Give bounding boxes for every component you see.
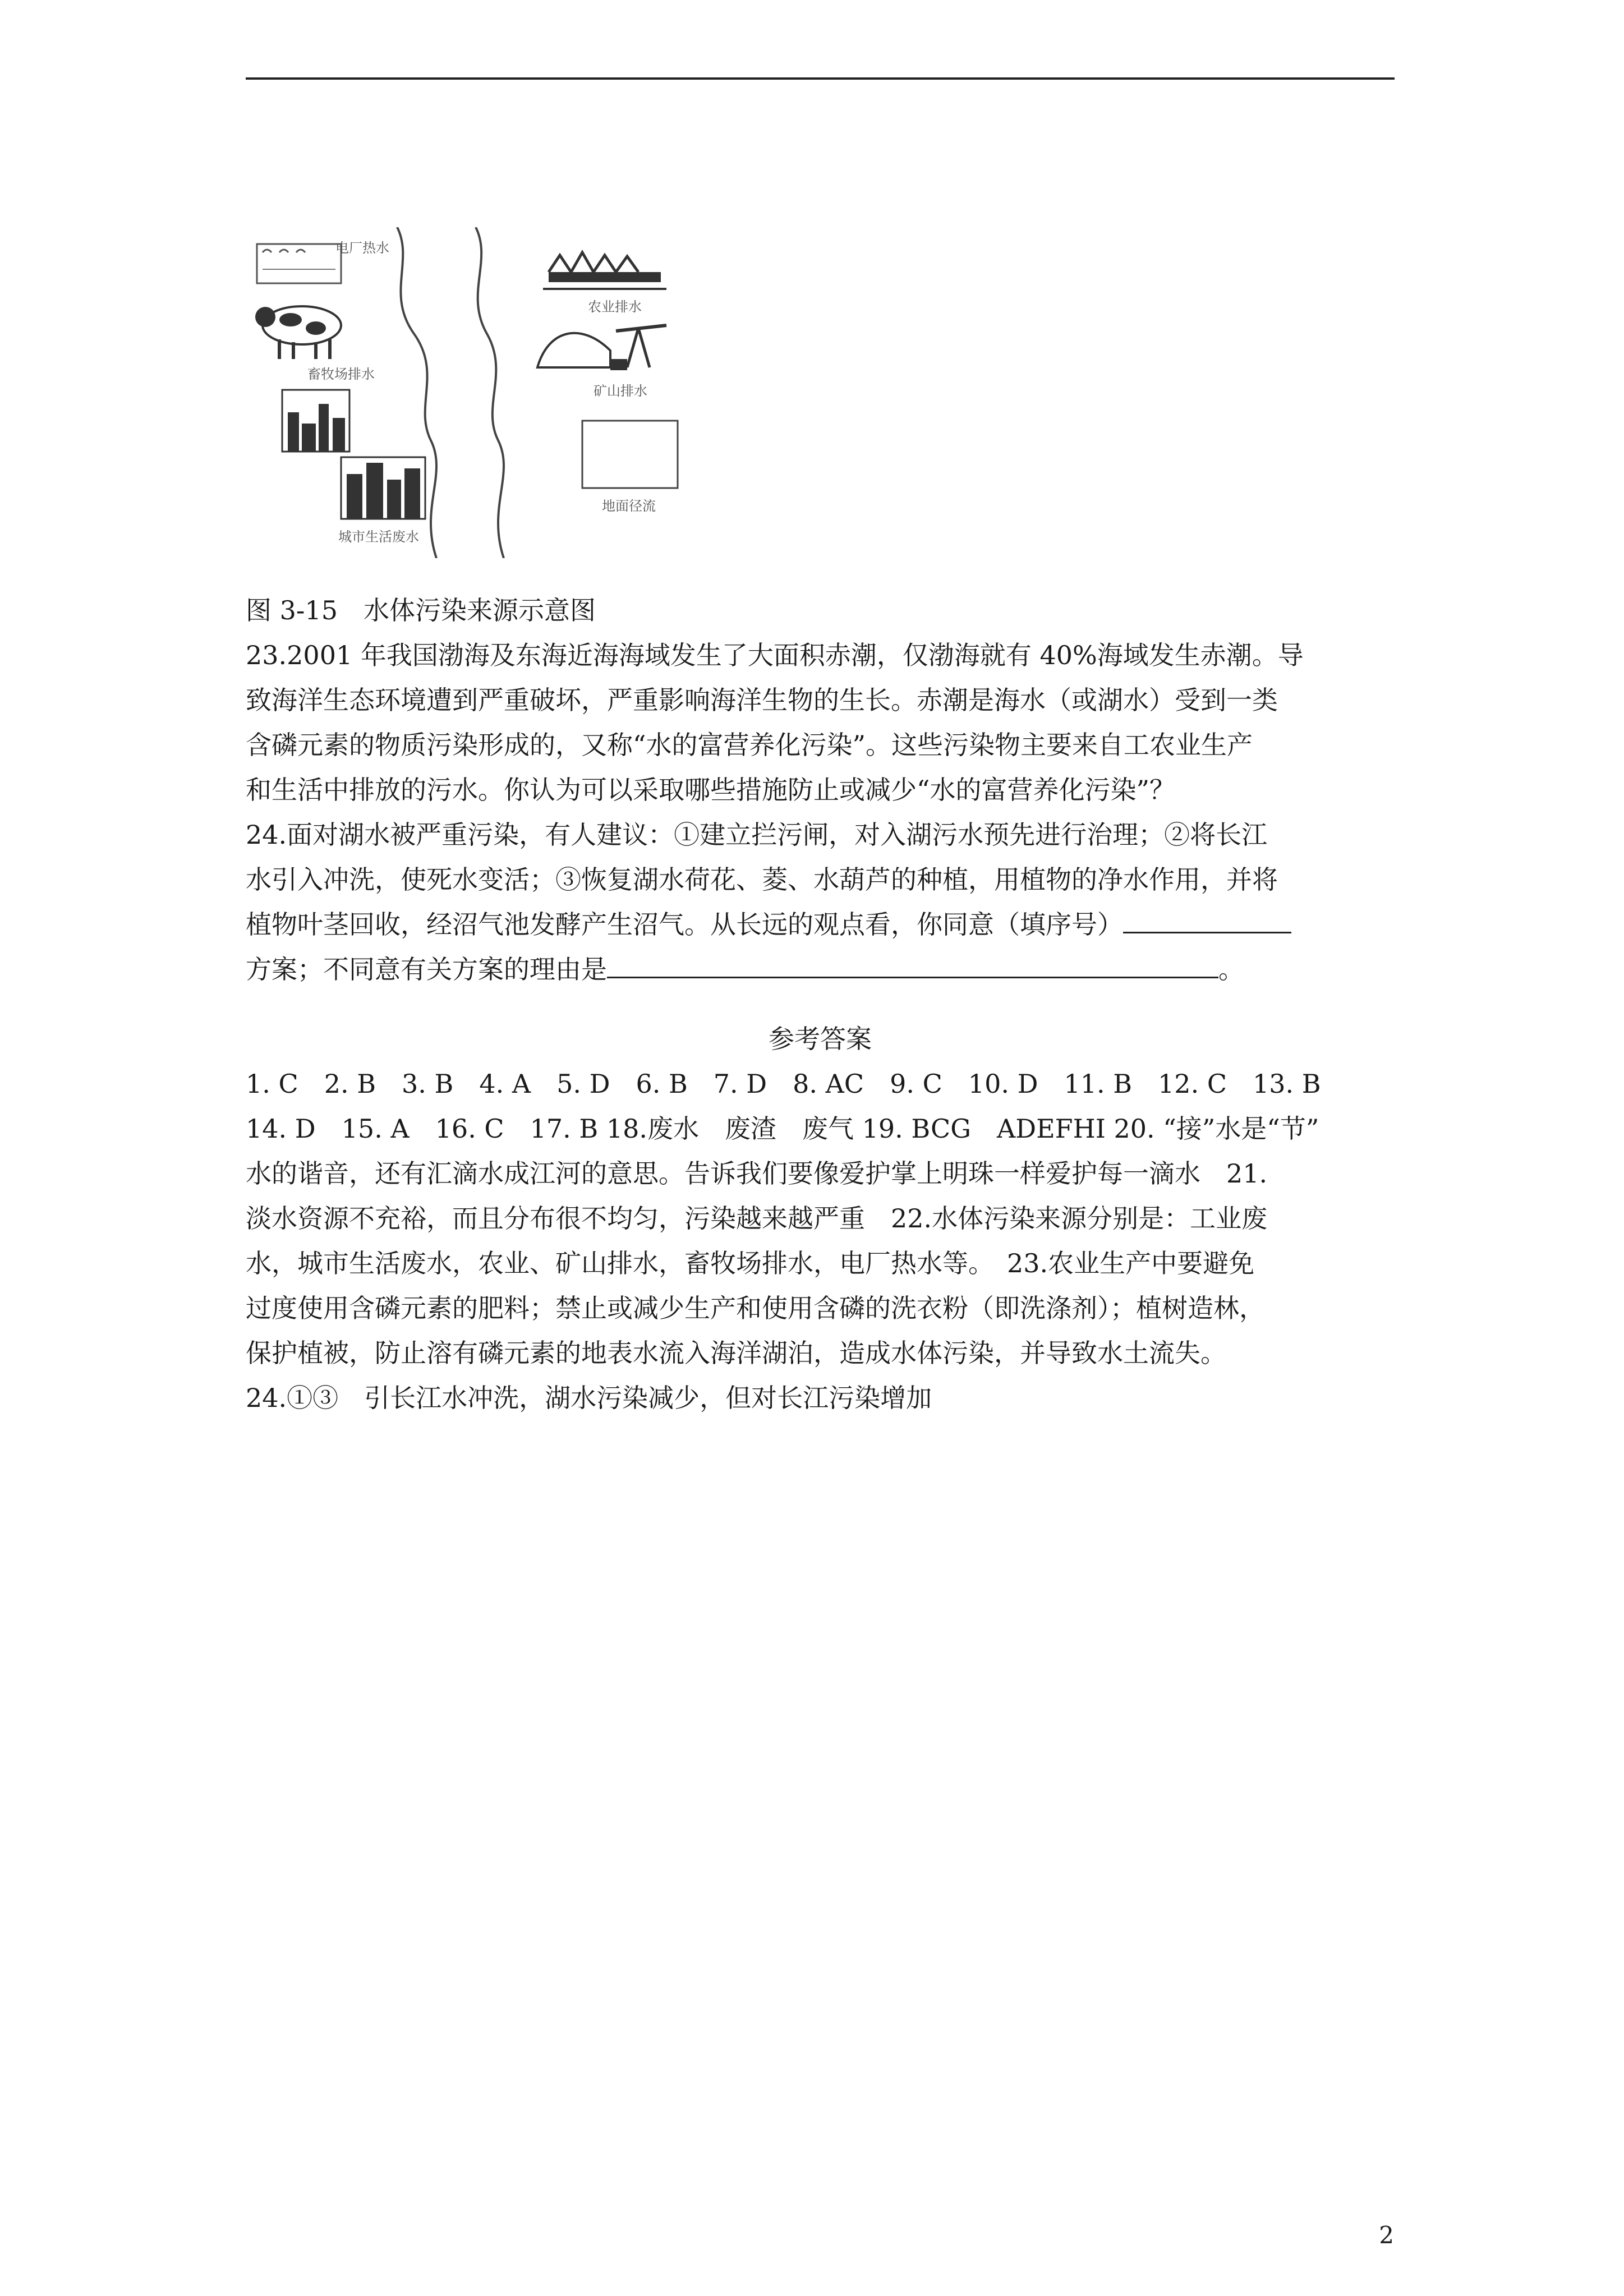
page-number: 2: [1379, 2221, 1394, 2249]
factory-icon: [282, 390, 349, 452]
figure-caption: [246, 588, 1395, 633]
answers-title: 参考答案: [769, 1024, 872, 1054]
label-farmland: 农业排水: [588, 299, 642, 315]
question-line: 致海洋生态环境遭到严重破坏，严重影响海洋生物的生长。赤潮是海水（或湖水）受到一类: [246, 685, 1278, 715]
q24-line7-text: 植物叶茎回收，经沼气池发酵产生沼气。从长远的观点看，你同意（填序号）: [246, 909, 1123, 940]
question-line: 含磷元素的物质污染形成的，又称“水的富营养化污染”。这些污染物主要来自工农业生产: [246, 730, 1253, 760]
header-rule: [246, 77, 1395, 80]
label-city: 城市生活废水: [338, 529, 419, 545]
mine-pump-icon: [537, 325, 666, 370]
river-bank-right: [476, 227, 504, 558]
label-power-plant: 电厂热水: [335, 240, 389, 256]
label-mine: 矿山排水: [594, 383, 647, 399]
answer-line: 24.①③ 引长江水冲洗，湖水污染减少，但对长江污染增加: [246, 1383, 932, 1413]
answer-line: 14. D 15. A 16. C 17. B 18.废水 废渣 废气 19. BCG ADEFHI 20. “接”水是“节”: [246, 1114, 1319, 1144]
answer-line: 保护植被，防止溶有磷元素的地表水流入海洋湖泊，造成水体污染，并导致水土流失。: [246, 1338, 1226, 1368]
answer-line: 1. C 2. B 3. B 4. A 5. D 6. B 7. D 8. AC 9. C 10. D 11. B 12. C 13. B: [246, 1069, 1321, 1099]
questions-block: [246, 633, 1395, 992]
answer-blank-choice[interactable]: [1123, 903, 1291, 933]
answers-block: [246, 1061, 1395, 1420]
pollution-sources-figure: [246, 227, 717, 558]
label-livestock: 畜牧场排水: [307, 366, 375, 382]
farmland-icon: [543, 252, 666, 289]
answer-line: 过度使用含磷元素的肥料；禁止或减少生产和使用含磷的洗衣粉（即洗涤剂）；植树造林，: [246, 1293, 1265, 1323]
question-line: [246, 902, 1395, 947]
runoff-box: [582, 421, 678, 488]
question-line: 和生活中排放的污水。你认为可以采取哪些措施防止或减少“水的富营养化污染”？: [246, 775, 1176, 805]
answer-blank-reason[interactable]: [607, 947, 1218, 978]
power-plant-icon: [257, 244, 341, 283]
question-line: 24.面对湖水被严重污染，有人建议：①建立拦污闸，对入湖污水预先进行治理；②将长江: [246, 820, 1268, 850]
answer-line: 淡水资源不充裕，而且分布很不均匀，污染越来越严重 22.水体污染来源分别是：工业废: [246, 1203, 1268, 1234]
q24-line8-end: 。: [1218, 954, 1244, 984]
pollution-diagram: [246, 227, 717, 558]
question-line: 水引入冲洗，使死水变活；③恢复湖水荷花、菱、水葫芦的种植，用植物的净水作用，并将: [246, 864, 1278, 895]
caption-text: 图 3-15 水体污染来源示意图: [246, 595, 596, 625]
question-line: [246, 947, 1395, 992]
cow-icon: [255, 306, 341, 359]
city-buildings-icon: [341, 457, 425, 519]
answer-line: 水的谐音，还有汇滴水成江河的意思。告诉我们要像爱护掌上明珠一样爱护每一滴水 21.: [246, 1158, 1268, 1189]
answer-line: 水，城市生活废水，农业、矿山排水，畜牧场排水，电厂热水等。 23.农业生产中要避免: [246, 1248, 1255, 1278]
label-runoff: 地面径流: [602, 498, 656, 514]
question-line: 23.2001 年我国渤海及东海近海海域发生了大面积赤潮，仅渤海就有 40%海域发生赤潮。导: [246, 640, 1304, 670]
q24-line8-text: 方案；不同意有关方案的理由是: [246, 954, 607, 984]
